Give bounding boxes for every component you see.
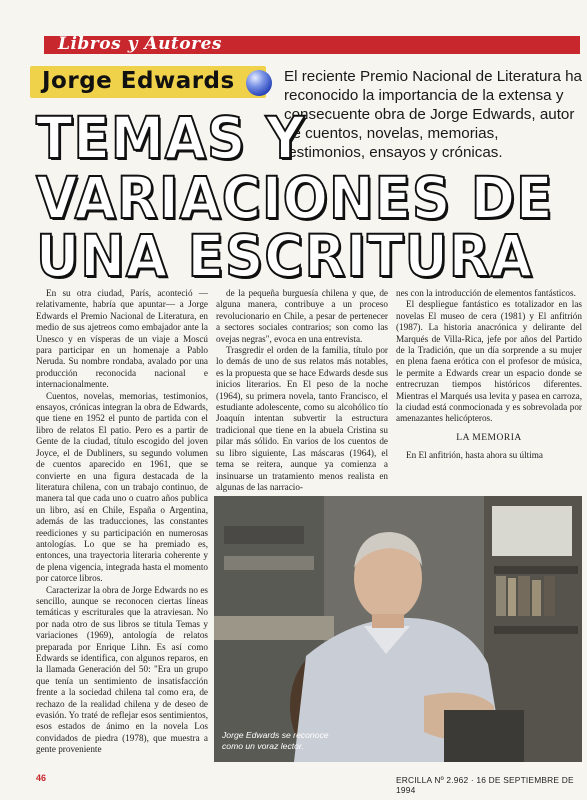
globe-icon [246,70,272,96]
paragraph: Cuentos, novelas, memorias, testimonios, ensayos, crónicas integran la obra de Edwards, que tiene en 1952 el punto de partida con el libro de relatos El patio. Pero es a partir de Gente de la ciudad, título escogido del joven Joyce, el de Dubliners, su segundo volumen de cuentos aparecido en 1961, que se convierte en una figura destacada de la literatura chilena, con un trabajo continuo, de manera tal que cada uno o cuatro años publica un libro, así en Chile, España o Argentina, además de las traducciones, las constantes reediciones y su participación en numerosas antologías. Lo que se ha premiado es, entonces, una trayectoria literaria coherente y de plena vigencia, integrada hasta el momento por catorce libros. [36,390,208,584]
paragraph: El despliegue fantástico es totalizador en las novelas El museo de cera (1981) y El anfitrión (1987). La historia anacrónica y delirante del Marqués de Villa-Rica, jefe por años del Partido de la Tradición, que un día sorprende a su mujer en plena faena erótica con el profesor de música, le permite a Edwards crear un espacio donde se entrecruzan tiempos históricos diferentes. Mientras el Marqués usa levita y pasea en carroza, la ciudad está conmocionada y es sobrevolada por amenazantes helicópteros. [396,299,582,424]
author-photo [214,496,582,762]
section-title: Libros y Autores [58,34,222,54]
page-number: 46 [36,773,47,783]
subheading: LA MEMORIA [456,432,522,443]
photo-caption [222,730,329,752]
caption-line: Jorge Edwards se reconoce [222,730,329,740]
paragraph: de la pequeña burguesía chilena y que, de alguna manera, contribuye a un proceso revolucionario en Chile, a pesar de pertenecer a sectores sociales contrarios; son como las ovejas negras", evoca en una entrevista. [216,288,388,344]
headline-line-1: TEMAS Y [36,104,306,172]
paragraph: Caracterizar la obra de Jorge Edwards no es sencillo, aunque se reconocen ciertas líneas temáticas y escriturales que la atraviesan. No por nada otro de sus libros se titula Temas y variaciones (1969), antología de relatos preparada por Enrique Lihn. Es así como Edwards se identifica, con algunos reparos, en la llamada Generación del 50: "Era un grupo que tenía un sentimiento de insatisfacción frente a la sociedad chilena tal como era, de rechazo de la realidad chilena y de deseo de evasión. Yo traté de reflejar esos sentimientos, esos estados de ánimo en la novela Los convidados de piedra (1978), que muestra a gente proveniente [36,584,208,755]
intro-text: El reciente Premio Nacional de Literatura ha reconocido la importancia de la extensa y consecuente obra de Jorge Edwards, autor de cuentos, novelas, memorias, testimonios, ensayos y crónicas. [284,68,583,161]
article-column-1 [36,288,208,756]
paragraph: En El anfitrión, hasta ahora su última [406,450,544,461]
author-name: Jorge Edwards [42,68,235,94]
caption-line: como un voraz lector. [222,741,304,751]
paragraph: En su otra ciudad, París, aconteció —relativamente, habría que apuntar— a Jorge Edwards el Premio Nacional de Literatura, en medio de sus ajetreos como embajador ante la Unesco y en vísperas de un viaje a Moscú para participar en un homenaje a Pablo Neruda. Su nombre rondaba, avalado por una producción reconocida nacional e internacionalmente. [36,288,208,390]
issue-footer: ERCILLA Nº 2.962 · 16 DE SEPTIEMBRE DE 1994 [396,775,574,795]
article-column-2 [216,288,388,493]
headline-line-3: UNA ESCRITURA [36,222,533,290]
paragraph: Trasgredir el orden de la familia, título por lo demás de uno de sus relatos más notables, es la propuesta que se hace Edwards desde sus inicios literarios. En El peso de la noche (1964), su primera novela, tanto Francisco, el estudiante adolescente, como su alcohólico tío Joaquín intentan subvertir la estructura tradicional que tiene en la abuela Cristina su pilar más sólido. En varios de los cuentos de su libro siguiente, Las máscaras (1964), el tema se reitera, aunque ya comienza a insinuarse un tratamiento menos realista en algunas de las narracio- [216,345,388,492]
paragraph: nes con la introducción de elementos fantásticos. [396,288,576,298]
headline-line-2: VARIACIONES DE [36,164,554,232]
article-column-3 [396,288,582,462]
